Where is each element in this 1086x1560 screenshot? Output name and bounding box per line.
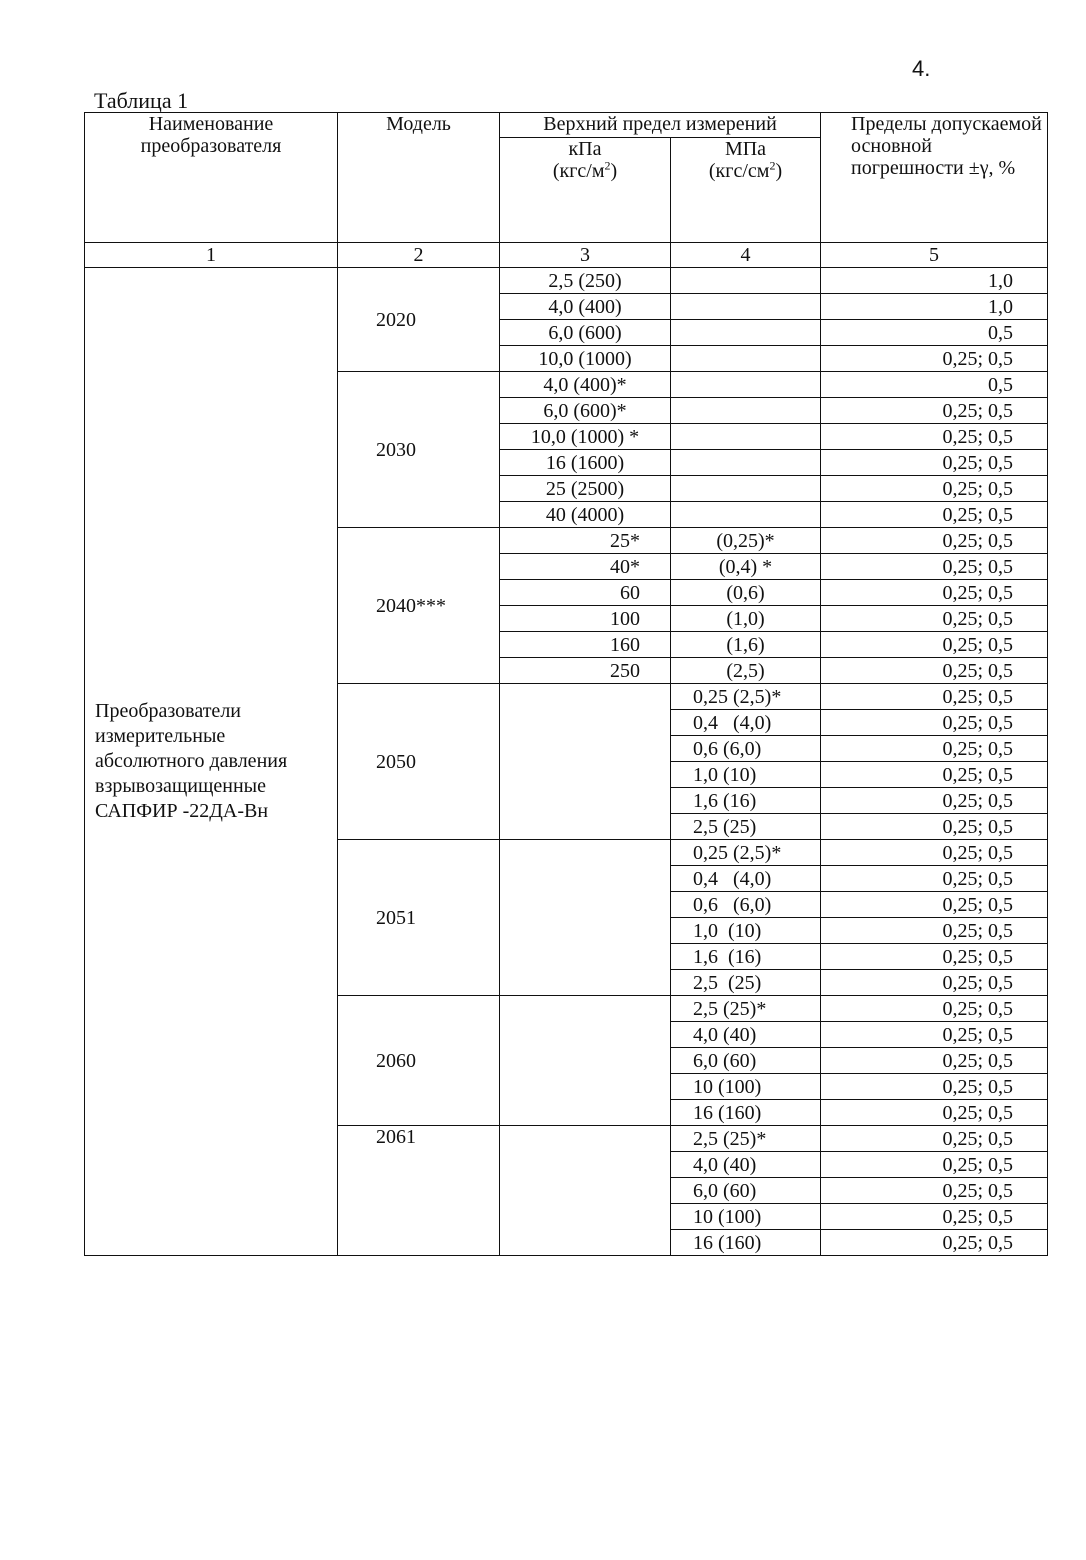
header-kpa-unit: кПа [568, 138, 602, 160]
error-cell: 0,25; 0,5 [821, 1204, 1048, 1230]
header-kpa-alt: (кгс/м [552, 160, 605, 182]
kpa-cell: 4,0 (400)* [500, 372, 671, 398]
error-cell: 0,25; 0,5 [821, 788, 1048, 814]
table-row [85, 268, 1048, 294]
table-body [85, 268, 1048, 1256]
mpa-cell: 0,25 (2,5)* [671, 840, 821, 866]
mpa-cell: 2,5 (25)* [671, 1126, 821, 1152]
header-device-name: Наименование преобразователя [85, 113, 338, 243]
column-number: 4 [671, 243, 821, 268]
kpa-cell-empty [500, 1126, 671, 1256]
error-cell: 0,5 [821, 372, 1048, 398]
kpa-cell: 16 (1600) [500, 450, 671, 476]
table-caption: Таблица 1 [94, 88, 189, 113]
header-mpa-unit: МПа [724, 138, 767, 160]
mpa-cell: 0,6 (6,0) [671, 736, 821, 762]
mpa-cell: 10 (100) [671, 1074, 821, 1100]
mpa-cell: 16 (160) [671, 1100, 821, 1126]
mpa-cell: 1,6 (16) [671, 944, 821, 970]
error-cell: 0,25; 0,5 [821, 346, 1048, 372]
header-error-limits: Пределы допускаемой основной погрешности ±γ, % [821, 113, 1048, 243]
kpa-cell-empty [500, 840, 671, 996]
mpa-cell: 0,4 (4,0) [671, 866, 821, 892]
error-cell: 1,0 [821, 268, 1048, 294]
mpa-cell: 6,0 (60) [671, 1178, 821, 1204]
mpa-cell [671, 424, 821, 450]
kpa-cell: 10,0 (1000) * [500, 424, 671, 450]
mpa-cell: 1,0 (10) [671, 918, 821, 944]
error-cell: 0,25; 0,5 [821, 762, 1048, 788]
mpa-cell: 0,25 (2,5)* [671, 684, 821, 710]
column-number: 5 [821, 243, 1048, 268]
kpa-cell: 160 [500, 632, 671, 658]
model-cell: 2050 [338, 684, 500, 840]
kpa-cell: 4,0 (400) [500, 294, 671, 320]
error-cell: 0,25; 0,5 [821, 450, 1048, 476]
error-cell: 0,25; 0,5 [821, 710, 1048, 736]
header-mpa-close: ) [775, 160, 783, 182]
kpa-cell: 40 (4000) [500, 502, 671, 528]
mpa-cell: 0,6 (6,0) [671, 892, 821, 918]
error-cell: 0,25; 0,5 [821, 970, 1048, 996]
mpa-cell: (0,25)* [671, 528, 821, 554]
mpa-cell: 4,0 (40) [671, 1152, 821, 1178]
mpa-cell: (2,5) [671, 658, 821, 684]
mpa-cell: (0,6) [671, 580, 821, 606]
specs-table [84, 112, 1048, 1256]
error-cell: 0,25; 0,5 [821, 502, 1048, 528]
mpa-cell: (0,4) * [671, 554, 821, 580]
mpa-cell [671, 476, 821, 502]
error-cell: 0,25; 0,5 [821, 892, 1048, 918]
error-cell: 0,25; 0,5 [821, 996, 1048, 1022]
mpa-cell [671, 502, 821, 528]
header-mpa-alt: (кгс/см [708, 160, 770, 182]
error-cell: 0,25; 0,5 [821, 840, 1048, 866]
header-kpa [500, 138, 671, 243]
error-cell: 0,25; 0,5 [821, 684, 1048, 710]
mpa-cell: 2,5 (25) [671, 970, 821, 996]
error-cell: 0,25; 0,5 [821, 736, 1048, 762]
error-cell: 0,25; 0,5 [821, 1178, 1048, 1204]
kpa-cell: 25 (2500) [500, 476, 671, 502]
device-name-cell: Преобразователи измерительные абсолютного давления взрывозащищенные САПФИР -22ДА-Вн [85, 268, 338, 1256]
error-cell: 0,25; 0,5 [821, 554, 1048, 580]
mpa-cell: 1,0 (10) [671, 762, 821, 788]
kpa-cell: 60 [500, 580, 671, 606]
kpa-cell: 40* [500, 554, 671, 580]
error-cell: 0,25; 0,5 [821, 580, 1048, 606]
page-number: 4. [912, 56, 931, 81]
header-mpa [671, 138, 821, 243]
header-upper-limit: Верхний предел измерений [500, 113, 821, 138]
kpa-cell: 25* [500, 528, 671, 554]
mpa-cell: 0,4 (4,0) [671, 710, 821, 736]
error-cell: 0,25; 0,5 [821, 1100, 1048, 1126]
mpa-cell [671, 372, 821, 398]
mpa-cell [671, 294, 821, 320]
error-cell: 0,25; 0,5 [821, 476, 1048, 502]
model-cell: 2051 [338, 840, 500, 996]
mpa-cell [671, 268, 821, 294]
error-cell: 0,25; 0,5 [821, 1126, 1048, 1152]
column-numbers-row [85, 243, 1048, 268]
mpa-cell: (1,0) [671, 606, 821, 632]
error-cell: 0,25; 0,5 [821, 944, 1048, 970]
mpa-cell: 10 (100) [671, 1204, 821, 1230]
mpa-cell: 4,0 (40) [671, 1022, 821, 1048]
model-cell: 2040*** [338, 528, 500, 684]
kpa-cell: 6,0 (600) [500, 320, 671, 346]
header-kpa-close: ) [610, 160, 618, 182]
error-cell: 0,25; 0,5 [821, 1022, 1048, 1048]
kpa-cell: 100 [500, 606, 671, 632]
kpa-cell: 10,0 (1000) [500, 346, 671, 372]
error-cell: 0,25; 0,5 [821, 814, 1048, 840]
kpa-cell: 6,0 (600)* [500, 398, 671, 424]
error-cell: 0,25; 0,5 [821, 528, 1048, 554]
error-cell: 0,5 [821, 320, 1048, 346]
mpa-cell: 2,5 (25)* [671, 996, 821, 1022]
column-number: 1 [85, 243, 338, 268]
error-cell: 0,25; 0,5 [821, 632, 1048, 658]
error-cell: 0,25; 0,5 [821, 1230, 1048, 1256]
kpa-cell-empty [500, 684, 671, 840]
error-cell: 0,25; 0,5 [821, 1048, 1048, 1074]
error-cell: 0,25; 0,5 [821, 398, 1048, 424]
mpa-cell: (1,6) [671, 632, 821, 658]
header-kpa-sup: 2 [604, 158, 611, 173]
model-cell: 2061 [338, 1126, 500, 1256]
error-cell: 0,25; 0,5 [821, 1074, 1048, 1100]
error-cell: 0,25; 0,5 [821, 918, 1048, 944]
mpa-cell: 1,6 (16) [671, 788, 821, 814]
kpa-cell-empty [500, 996, 671, 1126]
error-cell: 0,25; 0,5 [821, 1152, 1048, 1178]
error-cell: 0,25; 0,5 [821, 658, 1048, 684]
kpa-cell: 2,5 (250) [500, 268, 671, 294]
header-mpa-sup: 2 [769, 158, 776, 173]
mpa-cell: 16 (160) [671, 1230, 821, 1256]
model-cell: 2030 [338, 372, 500, 528]
error-cell: 1,0 [821, 294, 1048, 320]
error-cell: 0,25; 0,5 [821, 424, 1048, 450]
header-model: Модель [338, 113, 500, 243]
column-number: 2 [338, 243, 500, 268]
column-number: 3 [500, 243, 671, 268]
mpa-cell [671, 346, 821, 372]
mpa-cell [671, 398, 821, 424]
model-cell: 2060 [338, 996, 500, 1126]
mpa-cell [671, 450, 821, 476]
mpa-cell: 2,5 (25) [671, 814, 821, 840]
error-cell: 0,25; 0,5 [821, 606, 1048, 632]
mpa-cell: 6,0 (60) [671, 1048, 821, 1074]
model-cell: 2020 [338, 268, 500, 372]
error-cell: 0,25; 0,5 [821, 866, 1048, 892]
header-row [85, 113, 1048, 138]
kpa-cell: 250 [500, 658, 671, 684]
mpa-cell [671, 320, 821, 346]
